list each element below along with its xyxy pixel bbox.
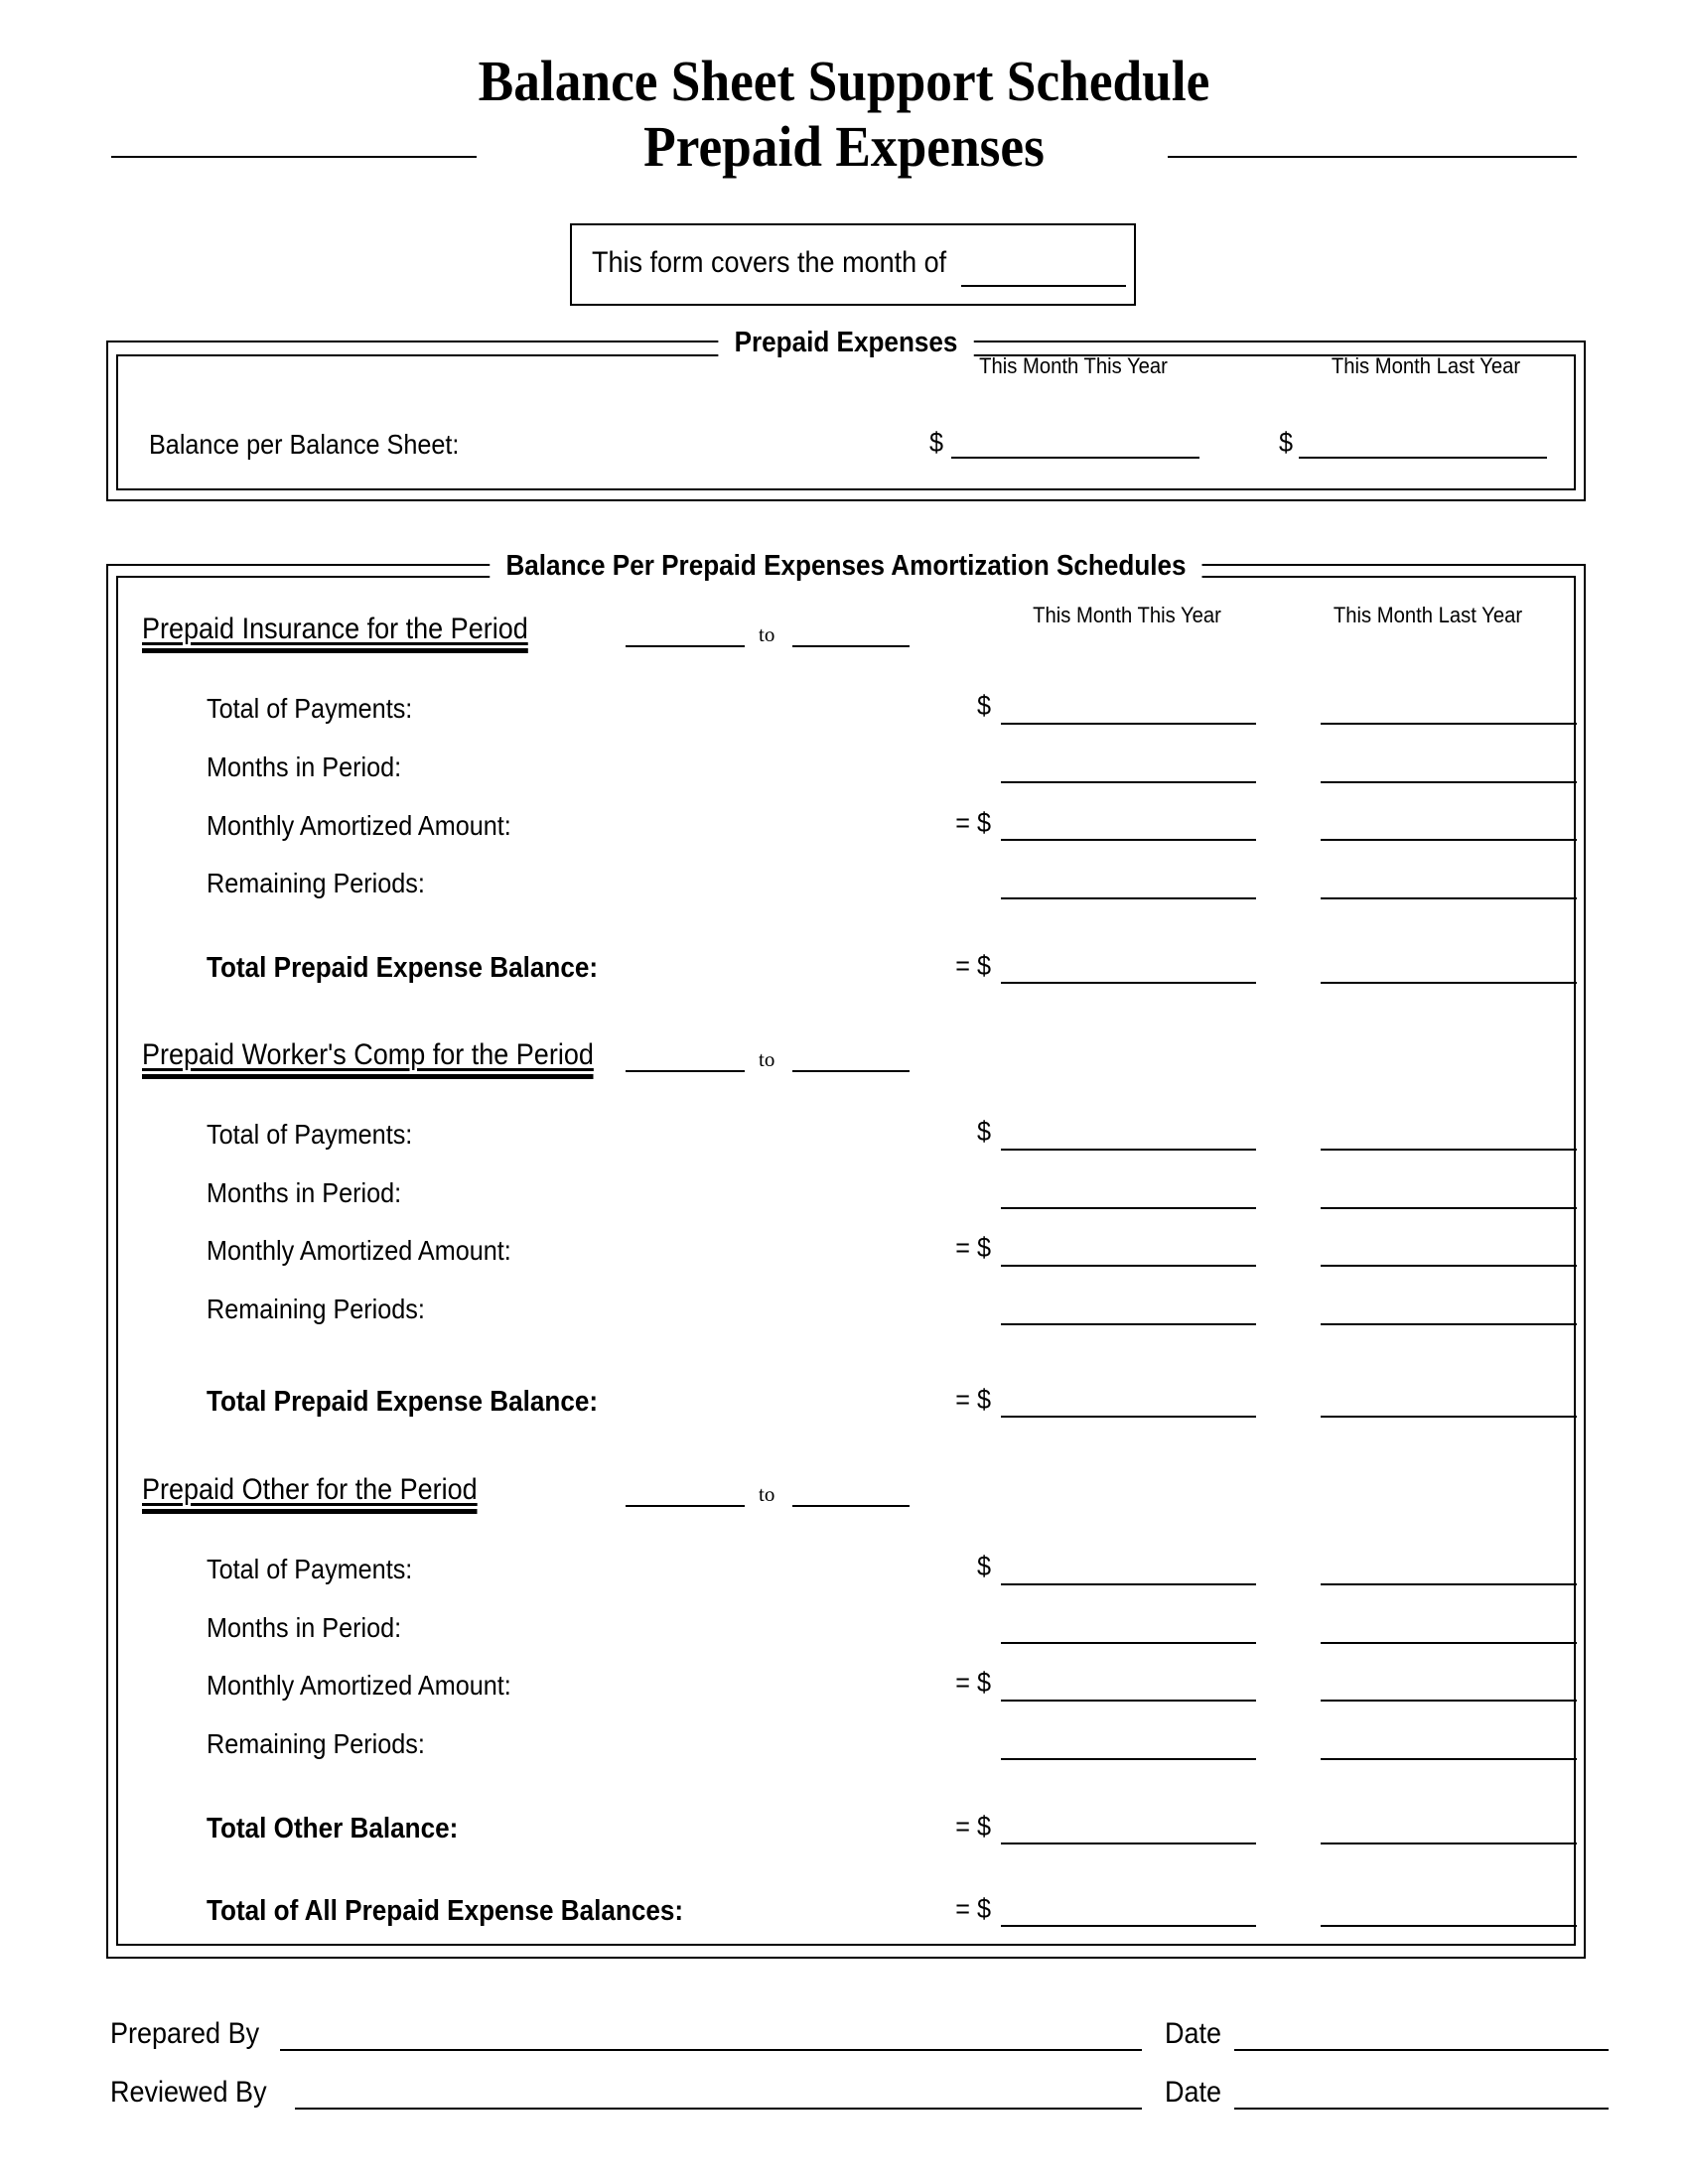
- amount-line-this-year[interactable]: [1001, 1207, 1256, 1209]
- amount-line-this-year[interactable]: [1001, 1758, 1256, 1760]
- row-label-total-of-payments: Total of Payments:: [207, 1554, 413, 1584]
- reviewed-by-line[interactable]: [295, 2108, 1142, 2110]
- dollar-sign: $: [976, 690, 991, 721]
- total-line-this-year[interactable]: [1001, 1925, 1256, 1927]
- date-label: Date: [1165, 2017, 1222, 2050]
- equals-dollar-sign: = $: [955, 1384, 991, 1415]
- amount-line-this-year[interactable]: [1001, 1149, 1256, 1151]
- amount-line-last-year[interactable]: [1321, 1323, 1577, 1325]
- total-line-last-year[interactable]: [1321, 1416, 1577, 1418]
- total-line-last-year[interactable]: [1321, 1925, 1577, 1927]
- dollar-sign: $: [1278, 427, 1293, 458]
- to-label: to: [759, 1047, 775, 1071]
- amount-line-last-year[interactable]: [1321, 1700, 1577, 1702]
- balance-line-last-year[interactable]: [1299, 457, 1547, 459]
- dollar-sign: $: [928, 427, 943, 458]
- section-heading-text: Prepaid Insurance for the Period: [142, 613, 528, 645]
- row-label-monthly-amortized-amount: Monthly Amortized Amount:: [207, 810, 511, 841]
- title-rule-left: [111, 156, 477, 158]
- column-header-this-month-last-year: This Month Last Year: [1331, 353, 1521, 378]
- row-label-remaining-periods: Remaining Periods:: [207, 868, 425, 898]
- section-heading-prepaid-workers-comp: [142, 1037, 594, 1079]
- section-heading-text: Prepaid Other for the Period: [142, 1473, 478, 1506]
- to-label: to: [759, 1482, 775, 1506]
- row-label-monthly-amortized-amount: Monthly Amortized Amount:: [207, 1670, 511, 1701]
- amount-line-this-year[interactable]: [1001, 1265, 1256, 1267]
- total-other-balance-label: Total Other Balance:: [207, 1813, 459, 1844]
- amount-line-last-year[interactable]: [1321, 723, 1577, 725]
- period-end-line[interactable]: [792, 1070, 910, 1072]
- amount-line-last-year[interactable]: [1321, 897, 1577, 899]
- period-start-line[interactable]: [626, 1505, 745, 1507]
- row-label-months-in-period: Months in Period:: [207, 1177, 402, 1208]
- period-start-line[interactable]: [626, 645, 745, 647]
- total-line-last-year[interactable]: [1321, 1843, 1577, 1844]
- prepaid-expenses-legend: Prepaid Expenses: [718, 325, 973, 360]
- equals-dollar-sign: = $: [955, 807, 991, 838]
- page-title-line2: Prepaid Expenses: [643, 114, 1045, 179]
- dollar-sign: $: [976, 1116, 991, 1147]
- total-line-this-year[interactable]: [1001, 1843, 1256, 1844]
- equals-dollar-sign: = $: [955, 1811, 991, 1842]
- equals-dollar-sign: = $: [955, 950, 991, 981]
- date-line[interactable]: [1234, 2049, 1609, 2051]
- equals-dollar-sign: = $: [955, 1232, 991, 1263]
- amount-line-this-year[interactable]: [1001, 839, 1256, 841]
- equals-dollar-sign: = $: [955, 1667, 991, 1698]
- section-heading-prepaid-insurance: [142, 612, 528, 653]
- row-label-months-in-period: Months in Period:: [207, 751, 402, 782]
- to-label: to: [759, 622, 775, 646]
- column-header-this-month-this-year: This Month This Year: [979, 353, 1168, 378]
- amount-line-this-year[interactable]: [1001, 1323, 1256, 1325]
- prepared-by-label: Prepared By: [110, 2017, 260, 2050]
- month-note-box: [570, 223, 1136, 306]
- amount-line-this-year[interactable]: [1001, 781, 1256, 783]
- amount-line-last-year[interactable]: [1321, 1149, 1577, 1151]
- row-label-total-of-payments: Total of Payments:: [207, 1119, 413, 1150]
- period-start-line[interactable]: [626, 1070, 745, 1072]
- month-note-label: This form covers the month of: [592, 246, 947, 279]
- amount-line-this-year[interactable]: [1001, 1583, 1256, 1585]
- total-prepaid-expense-balance-label: Total Prepaid Expense Balance:: [207, 952, 599, 984]
- section-heading-prepaid-other: [142, 1472, 478, 1514]
- total-all-prepaid-balances-label: Total of All Prepaid Expense Balances:: [207, 1895, 684, 1927]
- period-end-line[interactable]: [792, 645, 910, 647]
- section-heading-text: Prepaid Worker's Comp for the Period: [142, 1038, 594, 1071]
- amount-line-this-year[interactable]: [1001, 1700, 1256, 1702]
- amount-line-last-year[interactable]: [1321, 1583, 1577, 1585]
- row-label-monthly-amortized-amount: Monthly Amortized Amount:: [207, 1235, 511, 1266]
- balance-per-balance-sheet-label: Balance per Balance Sheet:: [149, 429, 460, 460]
- prepared-by-line[interactable]: [280, 2049, 1142, 2051]
- date-line[interactable]: [1234, 2108, 1609, 2110]
- amount-line-last-year[interactable]: [1321, 1642, 1577, 1644]
- total-line-this-year[interactable]: [1001, 982, 1256, 984]
- amount-line-this-year[interactable]: [1001, 1642, 1256, 1644]
- row-label-total-of-payments: Total of Payments:: [207, 693, 413, 724]
- amount-line-this-year[interactable]: [1001, 897, 1256, 899]
- amount-line-last-year[interactable]: [1321, 1758, 1577, 1760]
- amortization-legend: Balance Per Prepaid Expenses Amortization Schedules: [490, 548, 1202, 584]
- reviewed-by-label: Reviewed By: [110, 2076, 267, 2109]
- amount-line-last-year[interactable]: [1321, 781, 1577, 783]
- amount-line-last-year[interactable]: [1321, 839, 1577, 841]
- dollar-sign: $: [976, 1551, 991, 1581]
- amount-line-last-year[interactable]: [1321, 1265, 1577, 1267]
- row-label-months-in-period: Months in Period:: [207, 1612, 402, 1643]
- row-label-remaining-periods: Remaining Periods:: [207, 1728, 425, 1759]
- amount-line-this-year[interactable]: [1001, 723, 1256, 725]
- row-label-remaining-periods: Remaining Periods:: [207, 1294, 425, 1324]
- total-line-last-year[interactable]: [1321, 982, 1577, 984]
- column-header-this-month-this-year: This Month This Year: [1033, 603, 1221, 627]
- equals-dollar-sign: = $: [955, 1893, 991, 1924]
- date-label: Date: [1165, 2076, 1222, 2109]
- title-rule-right: [1168, 156, 1577, 158]
- total-line-this-year[interactable]: [1001, 1416, 1256, 1418]
- total-prepaid-expense-balance-label: Total Prepaid Expense Balance:: [207, 1386, 599, 1418]
- period-end-line[interactable]: [792, 1505, 910, 1507]
- month-input-line[interactable]: [961, 285, 1126, 287]
- column-header-this-month-last-year: This Month Last Year: [1333, 603, 1523, 627]
- page-title-line1: Balance Sheet Support Schedule: [478, 49, 1210, 113]
- amount-line-last-year[interactable]: [1321, 1207, 1577, 1209]
